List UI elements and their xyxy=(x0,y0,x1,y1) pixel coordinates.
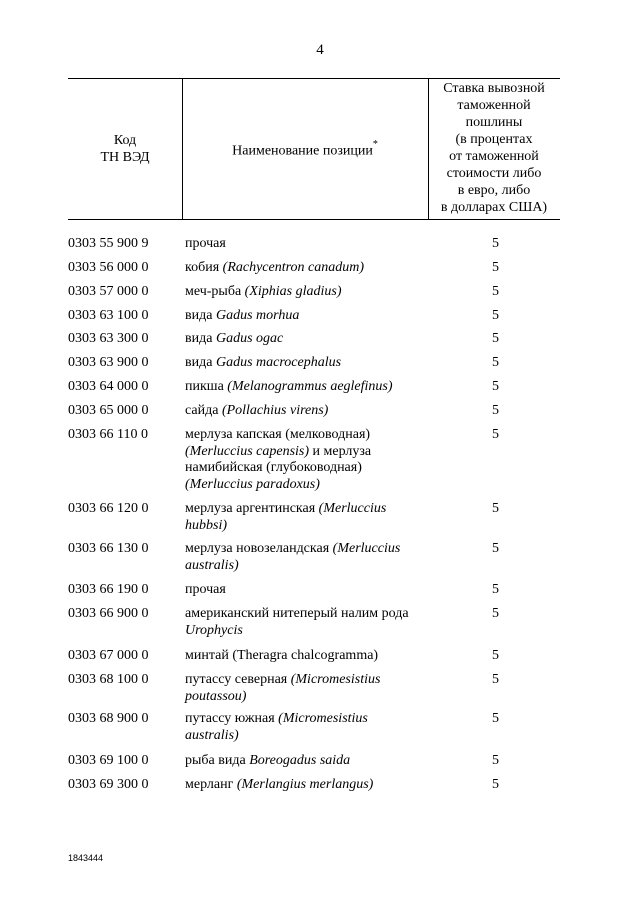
item-name xyxy=(185,501,425,534)
item-name-text: мерлуза капская (мелководная) xyxy=(185,427,371,442)
duty-rate: 5 xyxy=(492,606,499,621)
header-rate-line-5: от таможенной xyxy=(449,149,539,164)
latin-name: Boreogadus saida xyxy=(249,753,351,768)
hs-code: 0303 66 900 0 xyxy=(68,606,149,621)
hs-code: 0303 68 100 0 xyxy=(68,672,149,687)
hs-code: 0303 69 300 0 xyxy=(68,777,149,792)
header-rate-line-3: пошлины xyxy=(465,115,523,130)
item-name-text: американский нитеперый налим рода xyxy=(185,606,409,621)
hs-code: 0303 57 000 0 xyxy=(68,284,149,299)
latin-name: (Xiphias gladius) xyxy=(244,284,342,299)
hs-code: 0303 56 000 0 xyxy=(68,260,149,275)
duty-rate: 5 xyxy=(492,260,499,275)
header-name xyxy=(182,78,428,219)
latin-name: Urophycis xyxy=(185,622,243,638)
item-name-text: прочая xyxy=(185,236,226,251)
item-name-text: минтай (Theragra chalcogramma) xyxy=(185,648,379,663)
duty-rate: 5 xyxy=(492,672,499,687)
item-name-text: и мерлуза намибийская (глубоководная) xyxy=(185,443,372,475)
item-name-text: прочая xyxy=(185,582,226,597)
item-name-text: кобия xyxy=(185,260,223,275)
item-name-text: путассу южная xyxy=(185,711,279,726)
header-rate-line-2: таможенной xyxy=(457,98,531,113)
item-name xyxy=(185,648,425,665)
item-name xyxy=(185,711,425,744)
item-name xyxy=(185,672,425,705)
item-name xyxy=(185,355,425,372)
latin-name: (Melanogrammus aeglefinus) xyxy=(227,379,393,394)
duty-rate: 5 xyxy=(492,777,499,792)
item-name-text: путассу северная xyxy=(185,672,291,687)
item-name xyxy=(185,606,425,639)
latin-name: (Micromesistius poutassou) xyxy=(185,672,381,704)
page-number: 4 xyxy=(316,42,324,58)
latin-name: (Merluccius australis) xyxy=(185,541,401,573)
duty-rate: 5 xyxy=(492,648,499,663)
duty-rate: 5 xyxy=(492,331,499,346)
header-rate-line-8: в долларах США) xyxy=(440,200,548,215)
item-name xyxy=(185,284,425,301)
document-id: 1843444 xyxy=(68,853,104,863)
item-name xyxy=(185,403,425,420)
header-code xyxy=(68,78,182,219)
header-rate-line-4: (в процентах xyxy=(455,132,533,147)
hs-code: 0303 65 000 0 xyxy=(68,403,149,418)
item-name-text: вида xyxy=(185,308,216,323)
hs-code: 0303 66 190 0 xyxy=(68,582,149,597)
duty-rate: 5 xyxy=(492,355,499,370)
item-name xyxy=(185,331,425,348)
duty-rate: 5 xyxy=(492,501,499,516)
latin-name: (Rachycentron canadum) xyxy=(222,260,365,275)
item-name xyxy=(185,427,425,493)
item-name-text: мерлуза аргентинская xyxy=(185,501,319,516)
duty-rate: 5 xyxy=(492,541,499,556)
latin-name: (Merlangius merlangus) xyxy=(236,777,374,792)
latin-name: Gadus morhua xyxy=(215,308,300,323)
duty-rate: 5 xyxy=(492,711,499,726)
duty-rate: 5 xyxy=(492,753,499,768)
header-rate-line-1: Ставка вывозной xyxy=(443,81,545,96)
hs-code: 0303 69 100 0 xyxy=(68,753,149,768)
duty-rate: 5 xyxy=(492,308,499,323)
item-name xyxy=(185,379,425,396)
header-rate xyxy=(428,80,560,219)
latin-name: (Micromesistius australis) xyxy=(185,711,368,743)
item-name-text: пикша xyxy=(185,379,228,394)
item-name-text: меч-рыба xyxy=(185,284,245,299)
item-name xyxy=(185,753,425,770)
item-name xyxy=(185,236,425,253)
item-name-text: сайда xyxy=(185,403,222,418)
duty-rate: 5 xyxy=(492,236,499,251)
hs-code: 0303 66 110 0 xyxy=(68,427,148,442)
table-header-bottom-rule xyxy=(68,219,560,220)
item-name-text: мерлуза новозеландская xyxy=(185,541,333,556)
latin-name: Gadus macrocephalus xyxy=(215,355,342,370)
latin-name: (Pollachius virens) xyxy=(221,403,329,418)
item-name-text: вида xyxy=(185,355,216,370)
hs-code: 0303 66 130 0 xyxy=(68,541,149,556)
duty-rate: 5 xyxy=(492,284,499,299)
item-name xyxy=(185,308,425,325)
hs-code: 0303 55 900 9 xyxy=(68,236,149,251)
duty-rate: 5 xyxy=(492,427,499,442)
hs-code: 0303 68 900 0 xyxy=(68,711,149,726)
item-name-text: мерланг xyxy=(185,777,237,792)
duty-rate: 5 xyxy=(492,582,499,597)
latin-name: (Merluccius hubbsi) xyxy=(185,501,387,533)
duty-rate: 5 xyxy=(492,403,499,418)
header-name-text: Наименование позиции xyxy=(232,143,373,159)
item-name xyxy=(185,541,425,574)
header-footnote-mark: * xyxy=(372,138,378,150)
hs-code: 0303 67 000 0 xyxy=(68,648,149,663)
header-rate-line-7: в евро, либо xyxy=(457,183,531,198)
latin-name: (Merluccius paradoxus) xyxy=(185,476,320,492)
latin-name: Gadus ogac xyxy=(215,331,284,346)
header-code-line-1: Код xyxy=(113,132,137,148)
item-name xyxy=(185,260,425,277)
item-name xyxy=(185,777,425,794)
item-name-text: вида xyxy=(185,331,216,346)
hs-code: 0303 63 300 0 xyxy=(68,331,149,346)
hs-code: 0303 63 900 0 xyxy=(68,355,149,370)
header-rate-line-6: стоимости либо xyxy=(446,166,542,181)
hs-code: 0303 64 000 0 xyxy=(68,379,149,394)
latin-name: (Merluccius capensis) xyxy=(185,443,310,459)
hs-code: 0303 66 120 0 xyxy=(68,501,149,516)
duty-rate: 5 xyxy=(492,379,499,394)
header-code-line-2: ТН ВЭД xyxy=(100,149,150,165)
item-name xyxy=(185,582,425,599)
item-name-text: рыба вида xyxy=(185,753,250,768)
hs-code: 0303 63 100 0 xyxy=(68,308,149,323)
